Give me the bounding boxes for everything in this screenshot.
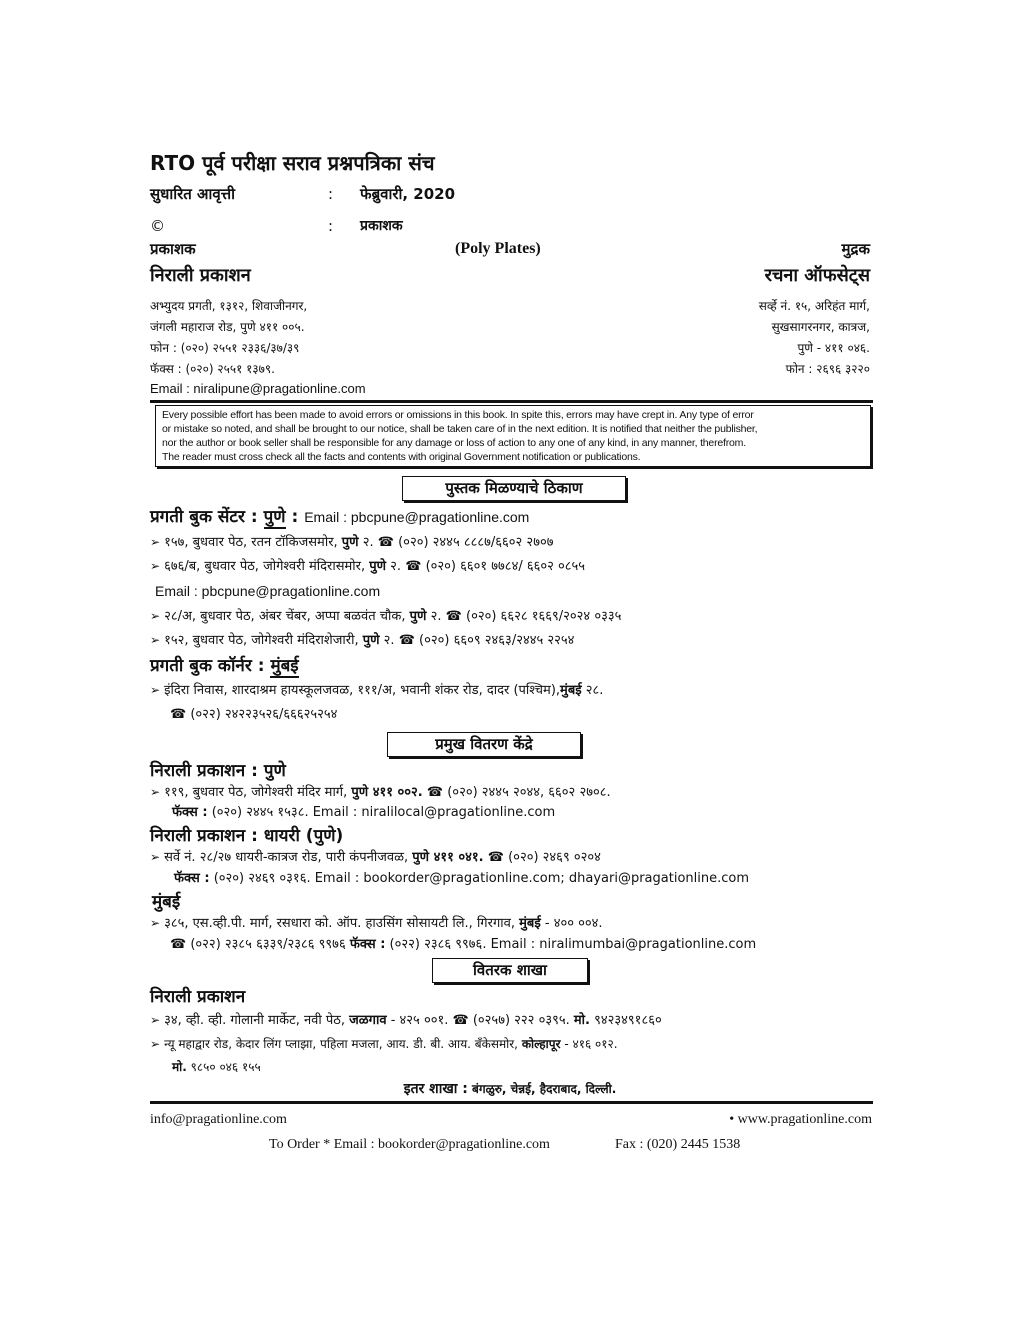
branch-heading: निराली प्रकाशन bbox=[150, 987, 246, 1007]
publisher-email: Email : niralipune@pragationline.com bbox=[150, 381, 366, 396]
phone: (०२०) ६६०१ ७७८४/ ६६०२ ०८५५ bbox=[425, 559, 586, 574]
city: पुणे bbox=[369, 559, 387, 574]
email: Email : pbcpune@pragationline.com bbox=[304, 509, 530, 525]
pune-distribution-heading bbox=[150, 760, 286, 782]
city: पुणे bbox=[362, 633, 380, 648]
mumbai-heading bbox=[150, 655, 299, 677]
mumbai-distribution-heading: मुंबई bbox=[152, 892, 181, 912]
printer-address-line: सर्व्हे नं. १५, अरिहंत मार्ग, bbox=[758, 299, 870, 313]
arrow-bullet-icon: ➢ bbox=[150, 535, 161, 549]
phone: (०२२) २४२२३५२६/६६६२५२५४ bbox=[190, 707, 338, 722]
book-title: RTO पूर्व परीक्षा सराव प्रश्नपत्रिका संच bbox=[150, 151, 435, 175]
mobile: ९४२३४९१८६० bbox=[594, 1013, 662, 1028]
phone-icon: ☎ bbox=[377, 535, 394, 550]
other-branches-label: इतर शाखा : bbox=[403, 1081, 468, 1097]
colon: : bbox=[328, 185, 334, 203]
heading-city: पुणे bbox=[263, 761, 286, 781]
postal: २८. bbox=[585, 683, 604, 698]
phone-line bbox=[170, 936, 756, 954]
heading-city: धायरी (पुणे) bbox=[263, 826, 344, 846]
edition-label: सुधारित आवृत्ती bbox=[150, 185, 235, 203]
section-title-main-distribution: प्रमुख वितरण केंद्रे bbox=[387, 732, 581, 757]
phone-icon: ☎ bbox=[398, 633, 415, 648]
address: इंदिरा निवास, शारदाश्रम हायस्कूलजवळ, १११/अ, भवानी शंकर रोड, दादर (पश्चिम), bbox=[164, 683, 561, 698]
arrow-bullet-icon: ➢ bbox=[150, 609, 161, 623]
phone: (०२५७) २२२ ०३९५. bbox=[472, 1013, 570, 1028]
fax-line bbox=[172, 804, 555, 822]
phone-icon: ☎ bbox=[445, 609, 462, 624]
mobile-label: मो. bbox=[172, 1060, 187, 1074]
fax-email: (०२२) २३८६ ९९७६. Email : niralimumbai@pragationline.com bbox=[389, 937, 757, 952]
fax-label: फॅक्स : bbox=[174, 871, 210, 886]
copyright-symbol: © bbox=[150, 217, 165, 235]
postal: - ४०० ००४. bbox=[544, 916, 603, 931]
colon: : bbox=[291, 507, 299, 527]
phone: (०२२) २३८५ ६३३९/२३८६ ९९७६ bbox=[190, 937, 346, 952]
disclaimer-line: nor the author or book seller shall be responsible for any damage or loss of action to any one of any kind, in any manner, therefrom. bbox=[162, 437, 746, 449]
phone-icon: ☎ bbox=[405, 559, 422, 574]
address-line bbox=[150, 1011, 662, 1030]
address-line bbox=[150, 631, 574, 650]
mobile-line bbox=[172, 1058, 261, 1076]
heading-text: प्रगती बुक सेंटर : bbox=[150, 507, 258, 527]
phone: (०२०) २४६९ ०२०४ bbox=[508, 850, 601, 865]
arrow-bullet-icon: ➢ bbox=[150, 850, 161, 864]
phone-line bbox=[170, 706, 337, 724]
address-line bbox=[150, 681, 603, 700]
footer-email-link[interactable]: info@pragationline.com bbox=[150, 1112, 287, 1127]
postal: २. bbox=[383, 633, 395, 648]
arrow-bullet-icon: ➢ bbox=[150, 559, 161, 573]
arrow-bullet-icon: ➢ bbox=[150, 1013, 161, 1027]
postal: २. bbox=[390, 559, 402, 574]
fax-email: (०२०) २४४५ १५३८. Email : niralilocal@pragationline.com bbox=[211, 805, 556, 820]
phone: (०२०) २४४५ २०४४, ६६०२ २७०८. bbox=[447, 785, 611, 800]
edition-value: फेब्रुवारी, 2020 bbox=[360, 185, 456, 203]
footer-website-link[interactable]: • www.pragationline.com bbox=[729, 1112, 872, 1127]
address: ३४, व्ही. व्ही. गोलानी मार्केट, नवी पेठ, bbox=[164, 1013, 345, 1028]
other-branches-value: बंगळुरु, चेन्नई, हैदराबाद, दिल्ली. bbox=[472, 1082, 617, 1096]
disclaimer-box bbox=[155, 405, 871, 467]
address-line bbox=[150, 1035, 618, 1053]
disclaimer-line: The reader must cross check all the facts and contents with original Government notification or publications. bbox=[162, 451, 641, 463]
address-line bbox=[150, 783, 611, 802]
address: १५७, बुधवार पेठ, रतन टॉकिजसमोर, bbox=[164, 535, 338, 550]
postal: - ४१६ ०१२. bbox=[564, 1037, 618, 1051]
publisher-name: निराली प्रकाशन bbox=[150, 265, 251, 286]
colon: : bbox=[328, 217, 334, 235]
mobile: ९८५० ०४६ १५५ bbox=[190, 1060, 261, 1074]
footer-fax: Fax : (020) 2445 1538 bbox=[615, 1137, 741, 1152]
footer-order-email: To Order * Email : bookorder@pragationline.com bbox=[269, 1137, 550, 1152]
publisher-fax: फॅक्स : (०२०) २५५१ १३७९. bbox=[150, 362, 275, 376]
fax-email: (०२०) २४६९ ०३१६. Email : bookorder@pragationline.com; dhayari@pragationline.com bbox=[213, 871, 749, 886]
address-line bbox=[150, 848, 601, 867]
heading-city: मुंबई bbox=[270, 656, 299, 676]
city: जळगाव bbox=[349, 1013, 387, 1028]
heading-city: पुणे bbox=[263, 507, 286, 527]
phone: (०२०) ६६०९ २४६३/२४४५ २२५४ bbox=[419, 633, 575, 648]
phone: (०२०) २४४५ ८८८७/६६०२ २७०७ bbox=[398, 535, 554, 550]
phone-icon: ☎ bbox=[487, 850, 504, 865]
fax-label: फॅक्स : bbox=[172, 805, 208, 820]
phone-icon: ☎ bbox=[426, 785, 444, 800]
postal: - ४२५ ००१. bbox=[390, 1013, 449, 1028]
city: पुणे bbox=[341, 535, 359, 550]
arrow-bullet-icon: ➢ bbox=[150, 785, 161, 799]
publisher-phone: फोन : (०२०) २५५१ २३३६/३७/३९ bbox=[150, 341, 300, 355]
arrow-bullet-icon: ➢ bbox=[150, 1037, 161, 1051]
dhayari-heading bbox=[150, 825, 343, 847]
footer-divider bbox=[150, 1101, 873, 1104]
city: पुणे ४११ ०४१. bbox=[412, 850, 484, 865]
arrow-bullet-icon: ➢ bbox=[150, 633, 161, 647]
printer-name: रचना ऑफसेट्स bbox=[764, 265, 870, 286]
publisher-label: प्रकाशक bbox=[150, 240, 196, 258]
printer-phone: फोन : २६९६ ३२२० bbox=[785, 362, 870, 376]
phone-icon: ☎ bbox=[452, 1013, 469, 1028]
email: Email : pbcpune@pragationline.com bbox=[155, 583, 381, 599]
address: सर्वे नं. २८/२७ धायरी-कात्रज रोड, पारी कंपनीजवळ, bbox=[164, 850, 409, 865]
arrow-bullet-icon: ➢ bbox=[150, 683, 161, 697]
address-line bbox=[150, 607, 621, 626]
address: न्यू महाद्वार रोड, केदार लिंग प्लाझा, पहिला मजला, आय. डी. बी. आय. बँकेसमोर, bbox=[164, 1037, 518, 1051]
address: ३८५, एस.व्ही.पी. मार्ग, रसधारा को. ऑप. हाउसिंग सोसायटी लि., गिरगाव, bbox=[164, 916, 515, 931]
disclaimer-line: or mistake so noted, and shall be brought to our notice, shall be taken care of in the next edition. It is notified that neither the publisher, bbox=[162, 423, 758, 435]
city: पुणे bbox=[409, 609, 427, 624]
publisher-address-line: अभ्युदय प्रगती, १३१२, शिवाजीनगर, bbox=[150, 299, 308, 313]
copyright-value: प्रकाशक bbox=[360, 218, 403, 234]
address: ६७६/ब, बुधवार पेठ, जोगेश्वरी मंदिरासमोर, bbox=[164, 559, 366, 574]
arrow-bullet-icon: ➢ bbox=[150, 916, 161, 930]
city: मुंबई bbox=[519, 916, 541, 931]
address: १५२, बुधवार पेठ, जोगेश्वरी मंदिराशेजारी, bbox=[164, 633, 359, 648]
city: मुंबई bbox=[560, 683, 582, 698]
heading-text: प्रगती बुक कॉर्नर : bbox=[150, 656, 265, 676]
address: २८/अ, बुधवार पेठ, अंबर चेंबर, अप्पा बळवंत चौक, bbox=[164, 609, 406, 624]
printer-address-line: सुखसागरनगर, कात्रज, bbox=[771, 320, 870, 334]
address-line bbox=[150, 914, 603, 933]
publisher-address-line: जंगली महाराज रोड, पुणे ४११ ००५. bbox=[150, 320, 305, 334]
address-line bbox=[150, 557, 585, 576]
section-title-book-outlets: पुस्तक मिळण्याचे ठिकाण bbox=[402, 476, 626, 501]
heading-text: निराली प्रकाशन : bbox=[150, 826, 258, 846]
address-line bbox=[150, 533, 553, 552]
phone-icon: ☎ bbox=[170, 707, 187, 722]
address: ११९, बुधवार पेठ, जोगेश्वरी मंदिर मार्ग, bbox=[164, 785, 348, 800]
fax-line bbox=[174, 870, 749, 888]
phone-icon: ☎ bbox=[170, 937, 187, 952]
divider bbox=[150, 400, 873, 403]
city: पुणे ४११ ००२. bbox=[351, 785, 423, 800]
disclaimer-line: Every possible effort has been made to avoid errors or omissions in this book. In spite this, errors may have crept in. Any type of error bbox=[162, 409, 754, 421]
printer-address-line: पुणे - ४११ ०४६. bbox=[797, 341, 870, 355]
postal: २. bbox=[362, 535, 374, 550]
printer-label: मुद्रक bbox=[841, 240, 870, 258]
poly-plates: (Poly Plates) bbox=[455, 240, 541, 257]
phone: (०२०) ६६२८ १६६९/२०२४ ०३३५ bbox=[466, 609, 622, 624]
fax-label: फॅक्स : bbox=[349, 937, 386, 952]
mobile-label: मो. bbox=[573, 1013, 590, 1028]
city: कोल्हापूर bbox=[521, 1037, 561, 1051]
pune-heading bbox=[150, 506, 529, 528]
other-branches bbox=[0, 1080, 1020, 1099]
heading-text: निराली प्रकाशन : bbox=[150, 761, 258, 781]
postal: २. bbox=[430, 609, 442, 624]
section-title-distributor-branch: वितरक शाखा bbox=[432, 958, 588, 983]
